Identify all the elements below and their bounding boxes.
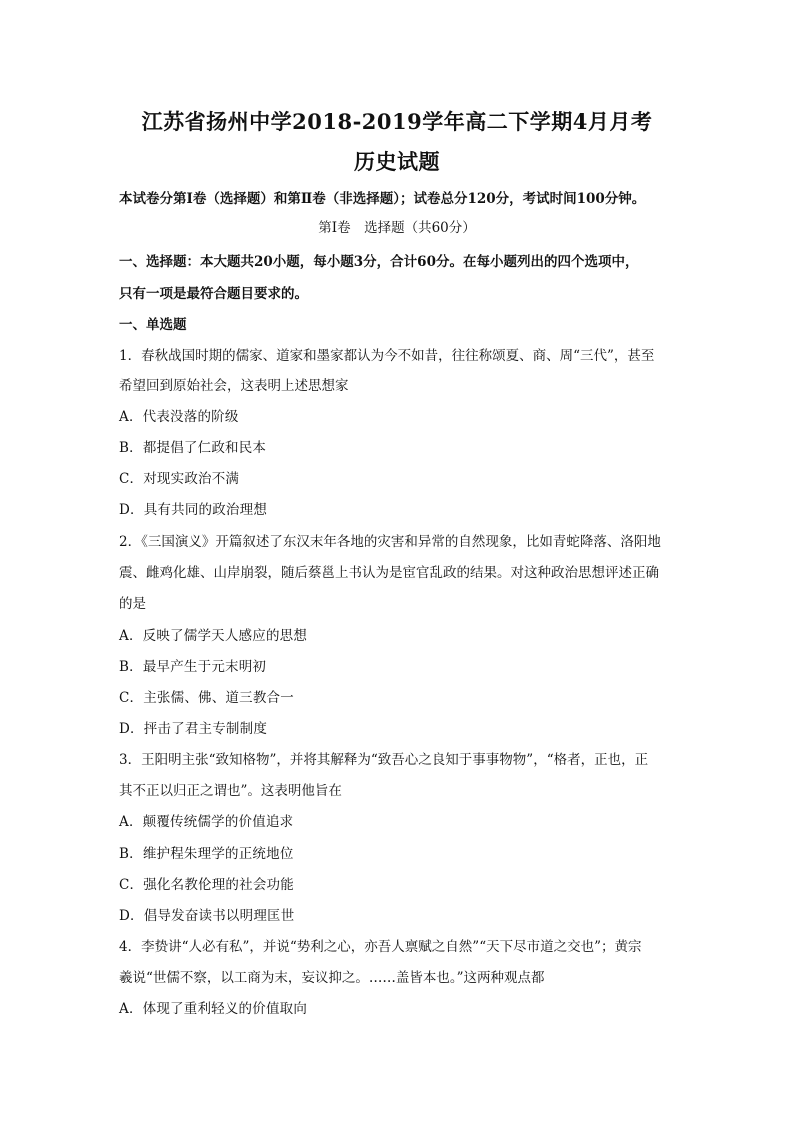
question-2-stem-line-3: 的是 <box>119 596 146 612</box>
question-1-stem-line-1: 1．春秋战国时期的儒家、道家和墨家都认为今不如昔，往往称颂夏、商、周“三代”，甚至 <box>119 348 655 364</box>
question-2-stem-line-1: 2．《三国演义》开篇叙述了东汉末年各地的灾害和异常的自然现象，比如青蛇降落、洛阳地 <box>119 534 661 550</box>
question-2-stem-line-2: 震、雌鸡化雄、山岸崩裂，随后蔡邕上书认为是宦官乱政的结果。对这种政治思想评述正确 <box>119 565 659 581</box>
question-3-option-c: C．强化名教伦理的社会功能 <box>119 877 294 893</box>
question-4-option-a: A．体现了重利轻义的价值取向 <box>119 1001 308 1017</box>
question-3-option-b: B．维护程朱理学的正统地位 <box>119 846 294 862</box>
question-2-option-c: C．主张儒、佛、道三教合一 <box>119 690 294 706</box>
question-3-stem-line-1: 3．王阳明主张“致知格物”，并将其解释为“致吾心之良知于事事物物”，“格者，正也，正 <box>119 752 649 768</box>
section-instruction-line-1: 一、选择题：本大题共20小题，每小题3分，合计60分。在每小题列出的四个选项中， <box>119 254 639 270</box>
part-heading: 第Ⅰ卷 选择题（共60分） <box>318 220 476 236</box>
question-2-option-b: B．最早产生于元末明初 <box>119 659 267 675</box>
exam-title: 江苏省扬州中学2018-2019学年高二下学期4月月考 <box>141 109 653 134</box>
exam-info: 本试卷分第Ⅰ卷（选择题）和第Ⅱ卷（非选择题）；试卷总分120分，考试时间100分钟。 <box>119 191 646 207</box>
question-2-option-d: D．抨击了君主专制制度 <box>119 721 268 737</box>
question-1-option-a: A．代表没落的阶级 <box>119 409 239 425</box>
exam-subtitle: 历史试题 <box>354 149 440 174</box>
question-1-stem-line-2: 希望回到原始社会，这表明上述思想家 <box>119 378 349 394</box>
question-1-option-d: D．具有共同的政治理想 <box>119 502 268 518</box>
question-3-option-a: A．颠覆传统儒学的价值追求 <box>119 814 294 830</box>
question-1-option-c: C．对现实政治不满 <box>119 471 240 487</box>
question-3-option-d: D．倡导发奋读书以明理匡世 <box>119 908 295 924</box>
subsection-heading: 一、单选题 <box>119 317 187 333</box>
question-4-stem-line-1: 4．李贽讲“人必有私”，并说“势利之心，亦吾人禀赋之自然”“天下尽市道之交也”；黄宗 <box>119 939 642 955</box>
question-3-stem-line-2: 其不正以归正之谓也”。这表明他旨在 <box>119 783 342 799</box>
question-4-stem-line-2: 羲说“世儒不察，以工商为末，妄议抑之。……盖皆本也。”这两种观点都 <box>119 970 545 986</box>
section-instruction-line-2: 只有一项是最符合题目要求的。 <box>119 286 308 302</box>
question-2-option-a: A．反映了儒学天人感应的思想 <box>119 628 308 644</box>
question-1-option-b: B．都提倡了仁政和民本 <box>119 440 267 456</box>
